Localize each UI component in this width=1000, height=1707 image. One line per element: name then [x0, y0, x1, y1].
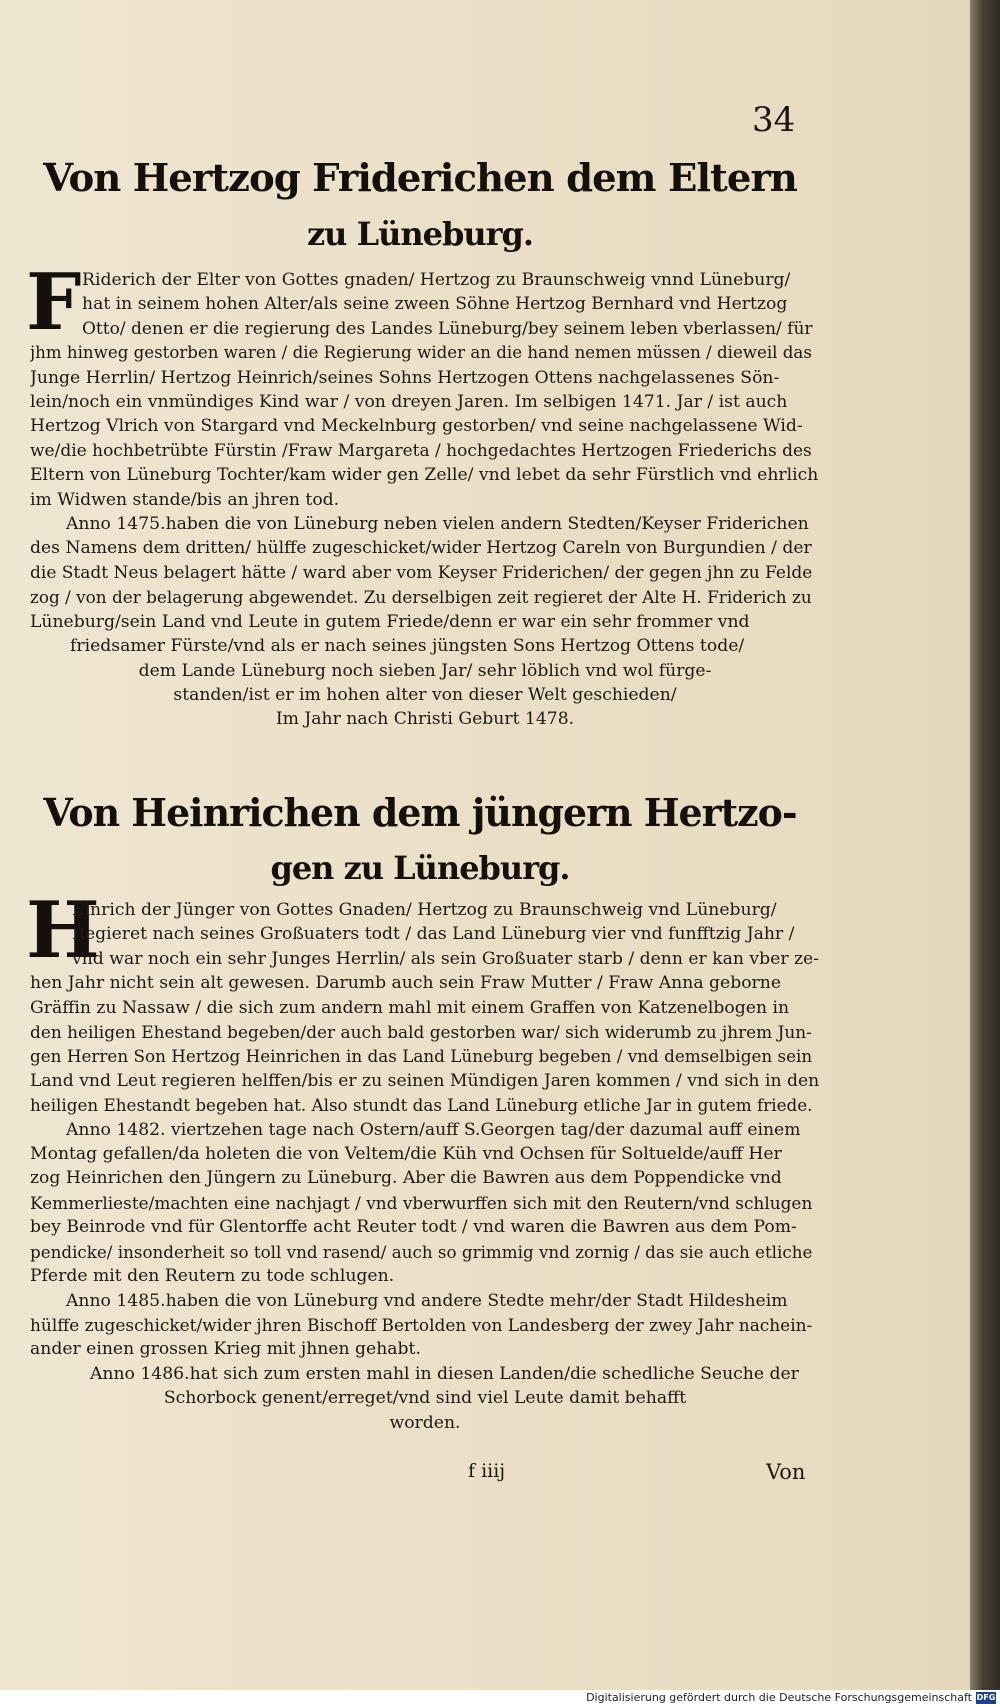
body-line: Einrich der Jünger von Gottes Gnaden/ Hertzog zu Braunschweig vnd Lüneburg/ [72, 900, 777, 920]
body-line: standen/ist er im hohen alter von dieser Welt geschieden/ [173, 684, 677, 705]
body-line: zog / von der belagerung abgewendet. Zu derselbigen zeit regieret der Alte H. Friderich zu [30, 587, 812, 608]
body-line: ander einen grossen Krieg mit jhnen gehabt. [30, 1339, 421, 1360]
body-line: bey Beinrode vnd für Glentorffe acht Reuter todt / vnd waren die Bawren aus dem Pom- [30, 1217, 797, 1238]
body-line: jhm hinweg gestorben waren / die Regierung wider an die hand nemen müssen / dieweil das [30, 343, 812, 363]
section1-title: Von Hertzog Friderichen dem Eltern [43, 156, 797, 201]
footer-credit: Digitalisierung gefördert durch die Deutsche Forschungsgemeinschaft [586, 1691, 972, 1704]
page-edge-shadow [970, 0, 1000, 1690]
section2-dropcap: H [26, 885, 100, 976]
body-line: hülffe zugeschicket/wider jhren Bischoff Bertolden von Landesberg der zwey Jahr nachein- [30, 1314, 813, 1335]
body-line: Regieret nach seines Großuaters todt / das Land Lüneburg vier vnd funfftzig Jahr / [72, 924, 795, 945]
body-line: Kemmerlieste/machten eine nachjagt / vnd vberwurffen sich mit den Reutern/vnd schlugen [30, 1192, 813, 1213]
body-line: Lüneburg/sein Land vnd Leute in gutem Friede/denn er war ein sehr frommer vnd [30, 611, 750, 632]
body-line: zog Heinrichen den Jüngern zu Lüneburg. Aber die Bawren aus dem Poppendicke vnd [30, 1168, 782, 1189]
body-line: Junge Herrlin/ Hertzog Heinrich/seines Sohns Hertzogen Ottens nachgelassenes Sön- [30, 367, 780, 388]
body-line: friedsamer Fürste/vnd als er nach seines jüngsten Sons Hertzog Ottens tode/ [70, 636, 745, 657]
body-line: Eltern von Lüneburg Tochter/kam wider gen Zelle/ vnd lebet da sehr Fürstlich vnd ehrlich [30, 465, 819, 486]
body-line: Land vnd Leut regieren helffen/bis er zu seinen Mündigen Jaren kommen / vnd sich in den [30, 1070, 820, 1091]
body-line: Anno 1486.hat sich zum ersten mahl in diesen Landen/die schedliche Seuche der [90, 1363, 799, 1384]
body-line: Gräffin zu Nassaw / die sich zum andern mahl mit einem Graffen von Katzenelbogen in [30, 997, 790, 1018]
section2-body [30, 898, 820, 1435]
catchword: Von [766, 1460, 806, 1484]
body-line: die Stadt Neus belagert hätte / ward aber vom Keyser Friderichen/ der gegen jhn zu Felde [30, 562, 813, 583]
body-line: Otto/ denen er die regierung des Landes Lüneburg/bey seinem leben vberlassen/ für [82, 318, 813, 339]
body-line: worden. [389, 1412, 461, 1433]
body-line: Hertzog Vlrich von Stargard vnd Meckelnburg gestorben/ vnd seine nachgelassene Wid- [30, 416, 803, 437]
body-line: des Namens dem dritten/ hülffe zugeschicket/wider Hertzog Careln von Burgundien / der [30, 538, 812, 559]
section1-dropcap: F [26, 257, 82, 348]
body-line: pendicke/ insonderheit so toll vnd rasend/ auch so grimmig vnd zornig / das sie auch etliche [30, 1241, 813, 1262]
body-line: hen Jahr nicht sein alt gewesen. Darumb auch sein Fraw Mutter / Fraw Anna geborne [30, 973, 782, 994]
body-line: vnd war noch ein sehr Junges Herrlin/ als sein Großuater starb / denn er kan vber ze- [72, 948, 820, 969]
body-line: gen Herren Son Hertzog Heinrichen in das Land Lüneburg begeben / vnd demselbigen sein [30, 1046, 813, 1067]
dfg-logo-icon: DFG [976, 1693, 996, 1702]
body-line: Montag gefallen/da holeten die von Veltem/die Küh vnd Ochsen für Soltuelde/auff Her [30, 1144, 782, 1165]
printer-signature-mark: f iiij [468, 1460, 506, 1482]
body-line: Anno 1482. viertzehen tage nach Ostern/auff S.Georgen tag/der dazumal auff einem [66, 1119, 801, 1140]
section1-body [30, 268, 820, 732]
body-line: Pferde mit den Reutern zu tode schlugen. [30, 1266, 395, 1287]
body-line: Riderich der Elter von Gottes gnaden/ Hertzog zu Braunschweig vnnd Lüneburg/ [82, 270, 791, 290]
body-line: we/die hochbetrübte Fürstin /Fraw Margareta / hochgedachtes Hertzogen Friederichs des [30, 440, 812, 461]
body-line: hat in seinem hohen Alter/als seine zween Söhne Hertzog Bernhard vnd Hertzog [82, 294, 788, 315]
body-line: Anno 1485.haben die von Lüneburg vnd andere Stedte mehr/der Stadt Hildesheim [66, 1290, 788, 1311]
section2-subtitle: gen zu Lüneburg. [270, 849, 570, 887]
body-line: den heiligen Ehestand begeben/der auch bald gestorben war/ sich widerumb zu jhrem Jun- [30, 1022, 812, 1043]
body-line: Anno 1475.haben die von Lüneburg neben vielen andern Stedten/Keyser Friderichen [66, 514, 809, 535]
body-line: lein/noch ein vnmündiges Kind war / von dreyen Jaren. Im selbigen 1471. Jar / ist auch [30, 392, 788, 413]
body-line: Im Jahr nach Christi Geburt 1478. [275, 709, 575, 730]
section2-heading [30, 780, 810, 890]
body-line: dem Lande Lüneburg noch sieben Jar/ sehr löblich vnd wol fürge- [138, 660, 712, 681]
section1-heading [30, 146, 810, 256]
section2-title: Von Heinrichen dem jüngern Hertzo- [43, 790, 797, 835]
body-line: heiligen Ehestandt begeben hat. Also stundt das Land Lüneburg etliche Jar in gutem friede. [30, 1095, 813, 1116]
body-line: Schorbock genent/erreget/vnd sind viel Leute damit behafft [163, 1388, 687, 1409]
page-number: 34 [752, 100, 796, 140]
body-line: im Widwen stande/bis an jhren tod. [30, 489, 340, 510]
section1-subtitle: zu Lüneburg. [307, 215, 533, 253]
